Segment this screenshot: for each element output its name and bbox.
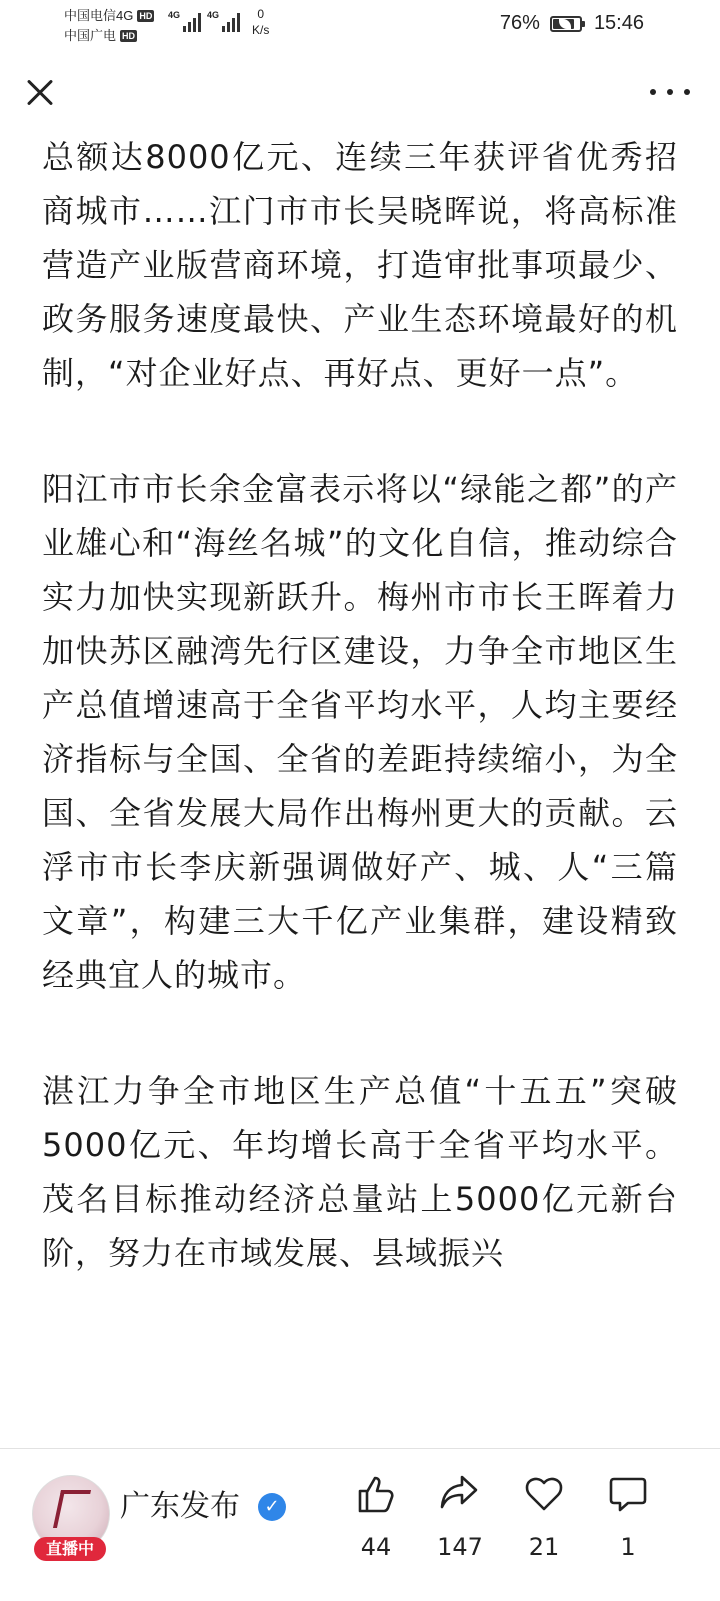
like-count: 44 <box>360 1533 392 1561</box>
signal-indicators <box>168 10 240 32</box>
verified-check-icon: ✓ <box>258 1493 286 1521</box>
comment-icon <box>606 1471 650 1515</box>
comment-button[interactable] <box>588 1471 668 1561</box>
live-badge[interactable]: 直播中 <box>34 1537 106 1561</box>
signal-bars-icon <box>222 10 240 32</box>
share-icon <box>438 1471 482 1515</box>
signal-tech-label: 4G <box>207 10 220 20</box>
comment-count: 1 <box>620 1533 636 1561</box>
top-navigation-bar <box>0 52 720 140</box>
favorite-count: 21 <box>528 1533 560 1561</box>
like-button[interactable] <box>336 1471 416 1561</box>
more-options-icon[interactable] <box>650 80 690 104</box>
clock: 15:46 <box>593 12 644 34</box>
network-speed-unit: K/s <box>252 23 270 37</box>
article-paragraph: 总额达8000亿元、连续三年获评省优秀招商城市……江门市市长吴晓晖说，将高标准营造产业版营商环境，打造审批事项最少、政务服务速度最快、产业生态环境最好的机制，“对企业好点、再好点、更好一点”。 <box>42 138 678 392</box>
more-dot <box>684 89 690 95</box>
article-paragraph: 阳江市市长余金富表示将以“绿能之都”的产业雄心和“海丝名城”的文化自信，推动综合实力加快实现新跃升。梅州市市长王晖着力加快苏区融湾先行区建设，力争全市地区生产总值增速高于全省平均水平，人均主要经济指标与全国、全省的差距持续缩小，为全国、全省发展大局作出梅州更大的贡献。云浮市市长李庆新强调做好产、城、人“三篇文章”，构建三大千亿产业集群，建设精致经典宜人的城市。 <box>42 470 678 994</box>
more-dot <box>650 89 656 95</box>
article-paragraph: 湛江力争全市地区生产总值“十五五”突破5000亿元、年均增长高于全省平均水平。茂名目标推动经济总量站上5000亿元新台阶，努力在市域发展、县域振兴 <box>42 1072 678 1272</box>
share-button[interactable] <box>420 1471 500 1561</box>
system-status <box>500 12 644 35</box>
carrier-info <box>64 6 154 46</box>
close-icon[interactable] <box>18 70 62 114</box>
thumbs-up-icon <box>354 1471 398 1515</box>
battery-percent: 76% <box>499 12 540 34</box>
battery-icon <box>550 16 582 32</box>
favorite-button[interactable] <box>504 1471 584 1561</box>
hd-badge: HD <box>122 31 136 41</box>
network-speed <box>252 6 269 38</box>
heart-icon <box>522 1471 566 1515</box>
carrier-name-2: 中国广电 <box>64 28 117 43</box>
carrier-name-1: 中国电信4G <box>64 8 134 23</box>
signal-bars-icon <box>183 10 201 32</box>
share-count: 147 <box>437 1533 483 1561</box>
bottom-action-bar <box>0 1448 720 1601</box>
article-body[interactable] <box>42 130 678 1448</box>
signal-tech-label: 4G <box>168 10 181 20</box>
more-dot <box>667 89 673 95</box>
account-name[interactable]: 广东发布 <box>120 1489 240 1524</box>
status-bar <box>0 0 720 52</box>
avatar-logo-icon <box>53 1490 91 1528</box>
network-speed-value: 0 <box>257 7 265 21</box>
hd-badge: HD <box>139 11 153 21</box>
